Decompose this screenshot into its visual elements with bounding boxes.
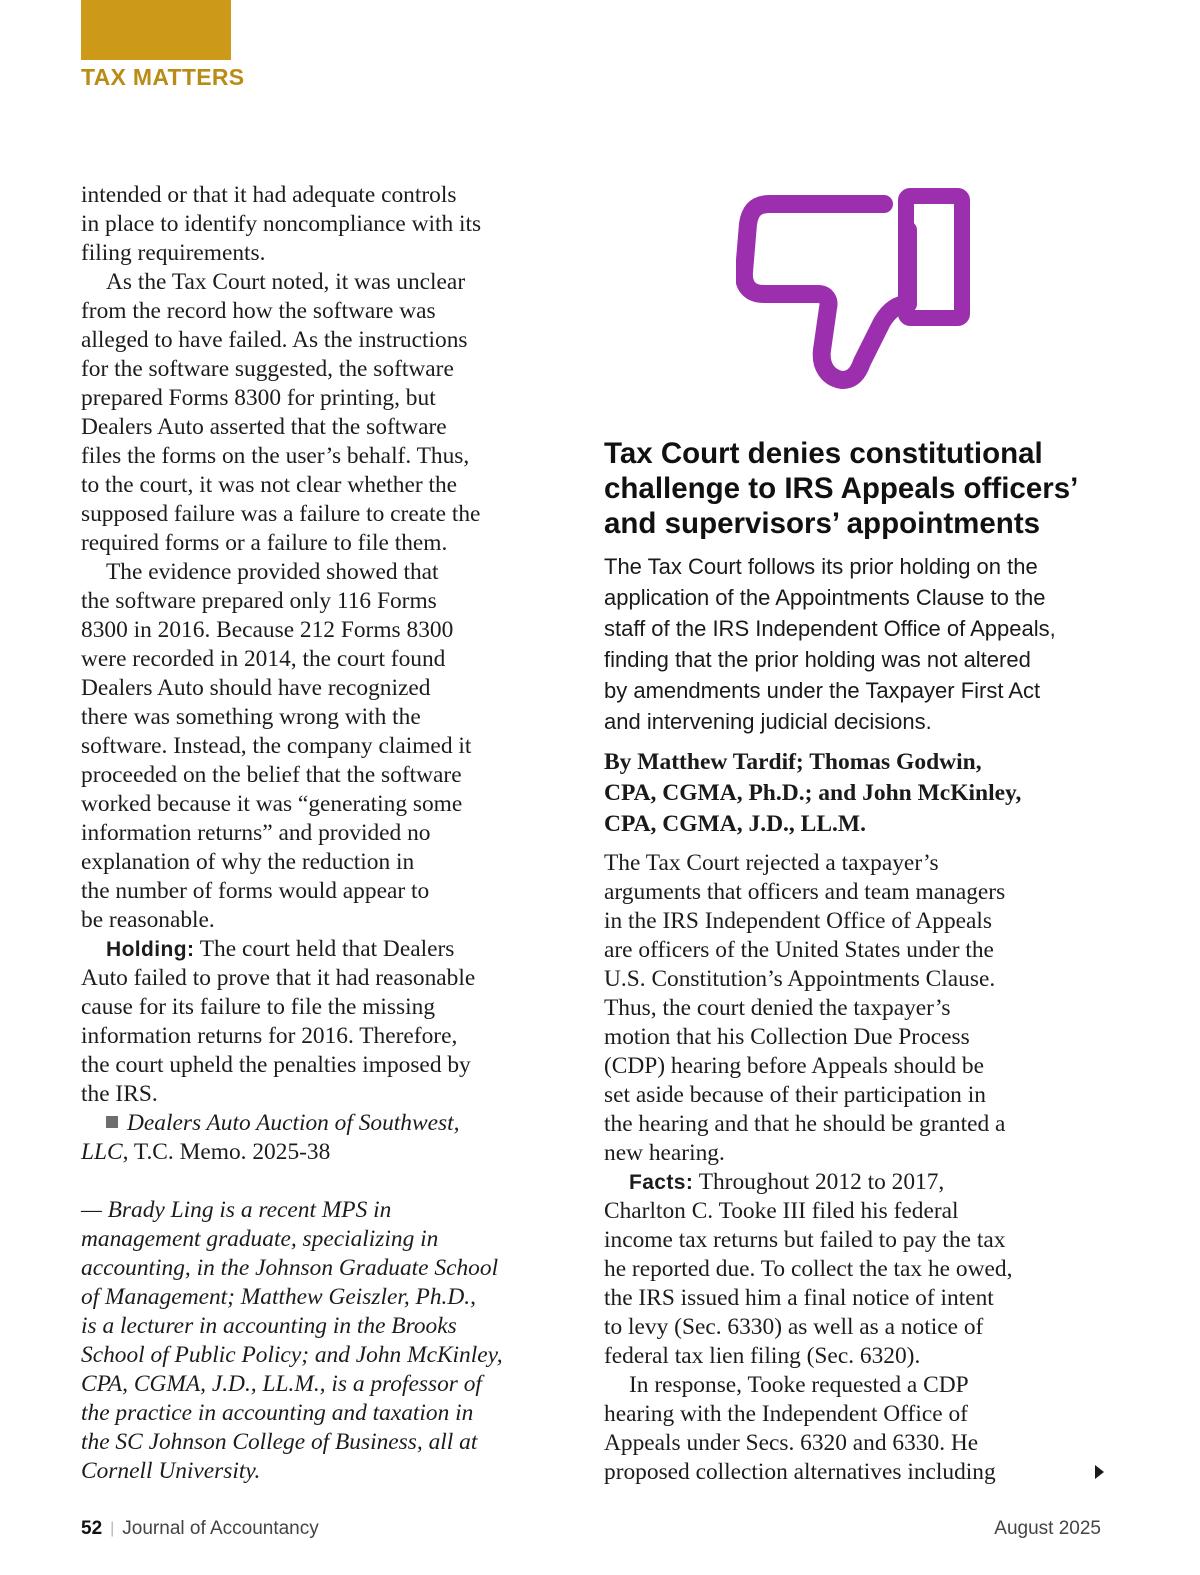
body-line: 8300 in 2016. Because 212 Forms 8300 — [81, 617, 454, 643]
publication-name: Journal of Accountancy — [122, 1518, 319, 1539]
bio-line: CPA, CGMA, J.D., LL.M., is a professor of — [81, 1371, 482, 1397]
article-intro — [604, 849, 1104, 1168]
body-line: the software prepared only 116 Forms — [81, 588, 437, 614]
article-byline — [604, 747, 1124, 840]
body-line: be reasonable. — [81, 907, 215, 933]
body-line: are officers of the United States under the — [604, 937, 994, 963]
author-bio — [81, 1196, 561, 1486]
body-line: As the Tax Court noted, it was unclear — [106, 269, 466, 295]
body-line: Thus, the court denied the taxpayer’s — [604, 995, 951, 1021]
body-line: the IRS. — [81, 1081, 158, 1107]
facts-label: Facts: — [629, 1171, 694, 1194]
body-line: in the IRS Independent Office of Appeals — [604, 908, 993, 934]
bio-line: the SC Johnson College of Business, all at — [81, 1429, 478, 1455]
bio-line: of Management; Matthew Geiszler, Ph.D., — [81, 1284, 476, 1310]
bio-line: management graduate, specializing in — [81, 1226, 439, 1252]
body-line: supposed failure was a failure to create the — [81, 501, 481, 527]
headline-line: challenge to IRS Appeals officers’ — [604, 472, 1079, 505]
deck-line: The Tax Court follows its prior holding on the — [604, 554, 1038, 579]
issue-date: August 2025 — [994, 1518, 1101, 1539]
section-label: TAX MATTERS — [81, 64, 245, 90]
body-line: U.S. Constitution’s Appointments Clause. — [604, 966, 996, 992]
body-line: to the court, it was not clear whether the — [81, 472, 458, 498]
deck-line: by amendments under the Taxpayer First Act — [604, 678, 1041, 703]
body-line: explanation of why the reduction in — [81, 849, 415, 875]
body-line: filing requirements. — [81, 240, 266, 266]
article-deck — [604, 551, 1124, 737]
body-line: Charlton C. Tooke III filed his federal — [604, 1198, 959, 1224]
body-line: The evidence provided showed that — [106, 559, 439, 585]
headline-line: Tax Court denies constitutional — [604, 437, 1043, 470]
body-line: Appeals under Secs. 6320 and 6330. He — [604, 1430, 979, 1456]
facts-paragraph — [604, 1168, 1104, 1197]
body-line: income tax returns but failed to pay the tax — [604, 1227, 1006, 1253]
body-line: were recorded in 2014, the court found — [81, 646, 446, 672]
body-line: the hearing and that he should be granted a — [604, 1111, 1006, 1137]
page-number: 52 — [81, 1518, 103, 1539]
body-line: In response, Tooke requested a CDP — [629, 1372, 969, 1398]
body-line: motion that his Collection Due Process — [604, 1024, 970, 1050]
case-citation-cont — [81, 1138, 561, 1167]
body-line: the number of forms would appear to — [81, 878, 430, 904]
left-column — [81, 181, 561, 1486]
body-line: from the record how the software was — [81, 298, 436, 324]
body-line: he reported due. To collect the tax he owed, — [604, 1256, 1013, 1282]
body-line: The Tax Court rejected a taxpayer’s — [604, 850, 939, 876]
right-column — [604, 849, 1104, 1487]
body-line: arguments that officers and team managers — [604, 879, 1006, 905]
body-line: hearing with the Independent Office of — [604, 1401, 968, 1427]
facts-first-line: Throughout 2012 to 2017, — [693, 1169, 945, 1195]
bio-line: accounting, in the Johnson Graduate School — [81, 1255, 499, 1281]
left-column-text — [81, 181, 561, 935]
bio-line: School of Public Policy; and John McKinley, — [81, 1342, 503, 1368]
byline-line: CPA, CGMA, J.D., LL.M. — [604, 811, 866, 837]
body-line: intended or that it had adequate controls — [81, 182, 457, 208]
holding-label: Holding: — [106, 938, 195, 961]
deck-line: application of the Appointments Clause to the — [604, 585, 1046, 610]
body-line: set aside because of their participation in — [604, 1082, 986, 1108]
holding-text — [81, 964, 561, 1109]
body-line: alleged to have failed. As the instructions — [81, 327, 468, 353]
article-headline — [604, 436, 1124, 541]
deck-line: staff of the IRS Independent Office of Appeals, — [604, 616, 1056, 641]
bio-line: is a lecturer in accounting in the Brooks — [81, 1313, 457, 1339]
body-line: federal tax lien filing (Sec. 6320). — [604, 1343, 921, 1369]
thumbs-down-icon — [736, 186, 972, 398]
body-line: proceeded on the belief that the software — [81, 762, 462, 788]
body-line: for the software suggested, the software — [81, 356, 454, 382]
body-line: prepared Forms 8300 for printing, but — [81, 385, 436, 411]
body-line: software. Instead, the company claimed it — [81, 733, 472, 759]
bio-line: Cornell University. — [81, 1458, 261, 1484]
footer-left — [81, 1518, 319, 1540]
body-line: files the forms on the user’s behalf. Thus, — [81, 443, 470, 469]
response-text — [604, 1371, 1104, 1487]
body-line: to levy (Sec. 6330) as well as a notice of — [604, 1314, 984, 1340]
facts-text — [604, 1197, 1104, 1371]
case-citation — [81, 1109, 561, 1138]
body-line: (CDP) hearing before Appeals should be — [604, 1053, 985, 1079]
square-bullet-icon — [106, 1116, 118, 1128]
holding-first-line: The court held that Dealers — [194, 936, 455, 962]
body-line: in place to identify noncompliance with its — [81, 211, 482, 237]
body-line: proposed collection alternatives including — [604, 1459, 996, 1485]
body-line: required forms or a failure to file them. — [81, 530, 448, 556]
holding-paragraph — [81, 935, 561, 964]
body-line: new hearing. — [604, 1140, 725, 1166]
body-line: Dealers Auto should have recognized — [81, 675, 431, 701]
body-line: cause for its failure to file the missing — [81, 994, 436, 1020]
body-line: information returns” and provided no — [81, 820, 431, 846]
body-line: Dealers Auto asserted that the software — [81, 414, 447, 440]
bio-line: — Brady Ling is a recent MPS in — [81, 1197, 392, 1223]
body-line: worked because it was “generating some — [81, 791, 463, 817]
byline-line: By Matthew Tardif; Thomas Godwin, — [604, 749, 982, 775]
bio-line: the practice in accounting and taxation in — [81, 1400, 474, 1426]
byline-line: CPA, CGMA, Ph.D.; and John McKinley, — [604, 780, 1022, 806]
body-line: information returns for 2016. Therefore, — [81, 1023, 458, 1049]
body-line: the IRS issued him a final notice of intent — [604, 1285, 994, 1311]
body-line: there was something wrong with the — [81, 704, 421, 730]
continue-arrow-icon — [1095, 1465, 1104, 1479]
footer-divider: | — [110, 1520, 115, 1537]
section-color-bar — [81, 0, 231, 60]
deck-line: finding that the prior holding was not altered — [604, 647, 1031, 672]
body-line: the court upheld the penalties imposed by — [81, 1052, 471, 1078]
citation-reference: , T.C. Memo. 2025-38 — [122, 1139, 331, 1165]
deck-line: and intervening judicial decisions. — [604, 709, 932, 734]
citation-case-name-cont: LLC — [81, 1139, 123, 1165]
headline-line: and supervisors’ appointments — [604, 507, 1041, 540]
citation-case-name: Dealers Auto Auction of Southwest, — [127, 1110, 460, 1136]
body-line: Auto failed to prove that it had reasonable — [81, 965, 476, 991]
